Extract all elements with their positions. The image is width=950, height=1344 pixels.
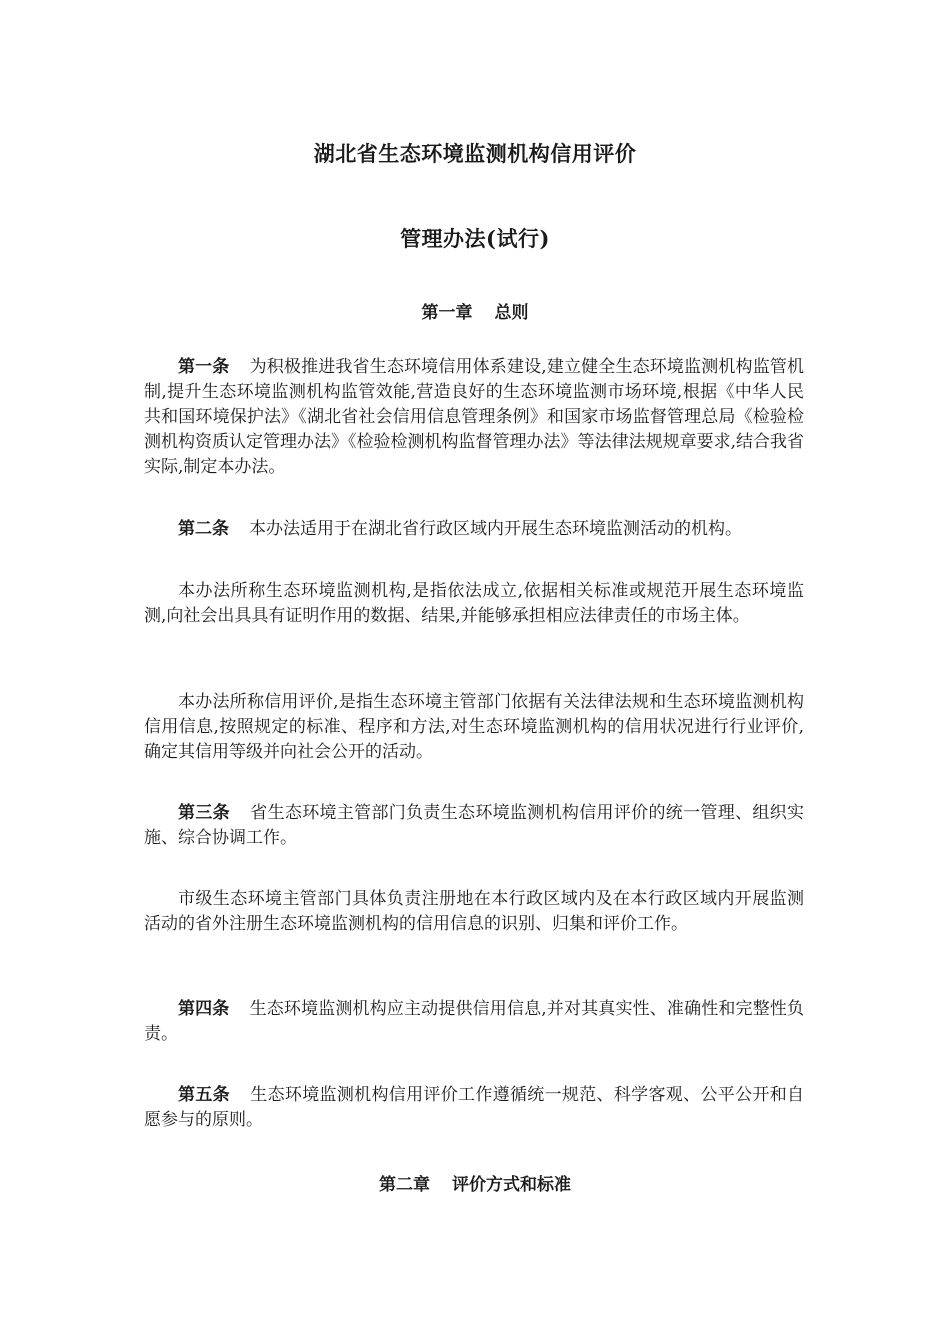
article-2-paragraph-2: [144, 579, 804, 629]
article-3-paragraph-2: [144, 887, 804, 937]
chapter-2-name: 评价方式和标准: [452, 1175, 571, 1195]
document-title-line1: 湖北省生态环境监测机构信用评价: [313, 141, 637, 166]
article-1-text: 为积极推进我省生态环境信用体系建设,建立健全生态环境监测机构监管机制,提升生态环境监测机构监管效能,营造良好的生态环境监测市场环境,根据《中华人民共和国环境保护法》《湖北省社会信用信息管理条例》和国家市场监督管理总局《检验检测机构资质认定管理办法》《检验检测机构监督管理办法》等法律法规规章要求,结合我省实际,制定本办法。: [144, 357, 804, 477]
article-1: [144, 355, 804, 480]
article-4-text: 生态环境监测机构应主动提供信用信息,并对其真实性、准确性和完整性负责。: [144, 999, 804, 1044]
article-2-paragraph-3-text: 本办法所称信用评价,是指生态环境主管部门依据有关法律法规和生态环境监测机构信用信息,按照规定的标准、程序和方法,对生态环境监测机构的信用状况进行行业评价,确定其信用等级并向社会公开的活动。: [144, 692, 804, 762]
article-4-label: 第四条: [178, 999, 230, 1019]
article-5: [144, 1083, 804, 1133]
article-2-paragraph-2-text: 本办法所称生态环境监测机构,是指依法成立,依据相关标准或规范开展生态环境监测,向社会出具具有证明作用的数据、结果,并能够承担相应法律责任的市场主体。: [144, 581, 804, 626]
document-title-line2: 管理办法(试行): [400, 226, 550, 251]
chapter-2-number: 第二章: [379, 1175, 430, 1195]
article-2-paragraph-3: [144, 690, 804, 765]
article-3-paragraph-2-text: 市级生态环境主管部门具体负责注册地在本行政区域内及在本行政区域内开展监测活动的省外注册生态环境监测机构的信用信息的识别、归集和评价工作。: [144, 889, 804, 934]
chapter-1-number: 第一章: [421, 303, 473, 323]
chapter-1-heading: [0, 298, 950, 323]
article-4: [144, 997, 804, 1047]
article-2-text: 本办法适用于在湖北省行政区域内开展生态环境监测活动的机构。: [249, 519, 742, 539]
chapter-2-heading: [0, 1170, 950, 1195]
article-3-label: 第三条: [178, 803, 230, 823]
article-5-text: 生态环境监测机构信用评价工作遵循统一规范、科学客观、公平公开和自愿参与的原则。: [144, 1085, 805, 1130]
chapter-1-name: 总则: [494, 303, 529, 323]
article-3-text: 省生态环境主管部门负责生态环境监测机构信用评价的统一管理、组织实施、综合协调工作。: [144, 803, 805, 848]
article-5-label: 第五条: [178, 1085, 230, 1105]
article-2: [144, 517, 804, 542]
article-1-label: 第一条: [178, 357, 230, 377]
article-2-label: 第二条: [178, 519, 229, 539]
article-3: [144, 801, 804, 851]
